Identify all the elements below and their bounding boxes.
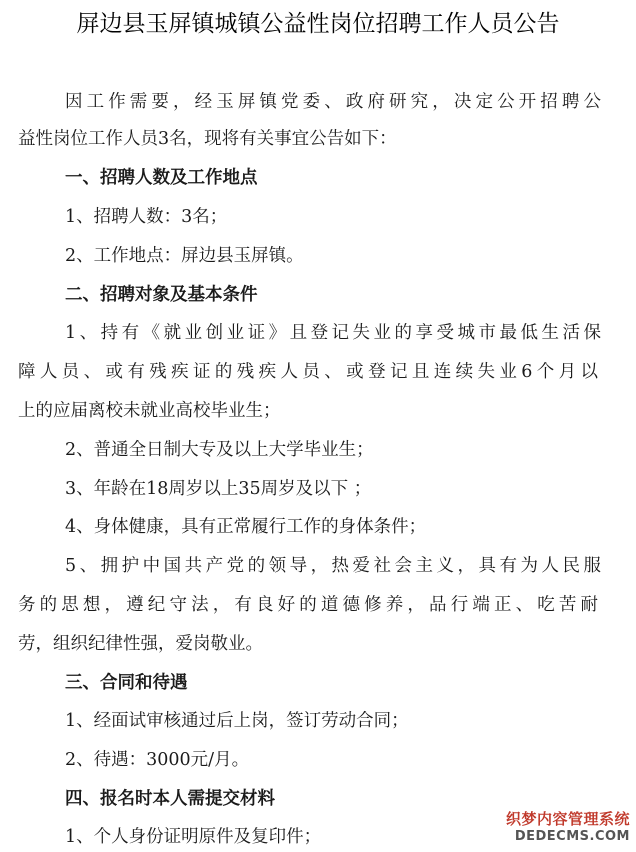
section-2-item-1-line-2: 障人员、或有残疾证的残疾人员、或登记且连续失业6个月以 — [18, 362, 598, 382]
page-title: 屏边县玉屏镇城镇公益性岗位招聘工作人员公告 — [76, 11, 560, 37]
watermark-title: 织梦内容管理系统 — [505, 810, 630, 828]
intro-line-1: 因工作需要，经玉屏镇党委、政府研究，决定公开招聘公 — [65, 92, 601, 112]
watermark — [504, 808, 630, 850]
watermark-domain: DEDECMS.COM — [514, 829, 630, 844]
section-4-heading: 四、报名时本人需提交材料 — [65, 789, 275, 809]
section-2-heading: 二、招聘对象及基本条件 — [65, 285, 258, 305]
section-1-item-2: 2、工作地点：屏边县玉屏镇。 — [65, 246, 304, 266]
section-3-item-2: 2、待遇：3000元/月。 — [65, 750, 250, 770]
section-3-heading: 三、合同和待遇 — [65, 673, 188, 693]
section-1-heading: 一、招聘人数及工作地点 — [65, 168, 258, 188]
intro-line-2: 益性岗位工作人员3名，现将有关事宜公告如下： — [18, 129, 397, 149]
section-2-item-1-line-1: 1、持有《就业创业证》且登记失业的享受城市最低生活保 — [65, 323, 601, 343]
section-2-item-1-line-3: 上的应届离校未就业高校毕业生； — [18, 401, 281, 421]
section-2-item-4: 4、身体健康，具有正常履行工作的身体条件； — [65, 517, 427, 537]
section-2-item-5-line-1: 5、拥护中国共产党的领导，热爱社会主义，具有为人民服 — [65, 556, 601, 576]
section-2-item-5-line-3: 劳，组织纪律性强，爱岗敬业。 — [18, 634, 263, 654]
section-4-item-1: 1、个人身份证明原件及复印件； — [65, 827, 322, 847]
section-2-item-5-line-2: 务的思想，遵纪守法，有良好的道德修养，品行端正、吃苦耐 — [18, 595, 598, 615]
section-1-item-1: 1、招聘人数：3名； — [65, 207, 228, 227]
section-3-item-1: 1、经面试审核通过后上岗，签订劳动合同； — [65, 711, 409, 731]
section-2-item-2: 2、普通全日制大专及以上大学毕业生； — [65, 440, 374, 460]
section-2-item-3: 3、年龄在18周岁以上35周岁及以下 ； — [65, 479, 372, 499]
